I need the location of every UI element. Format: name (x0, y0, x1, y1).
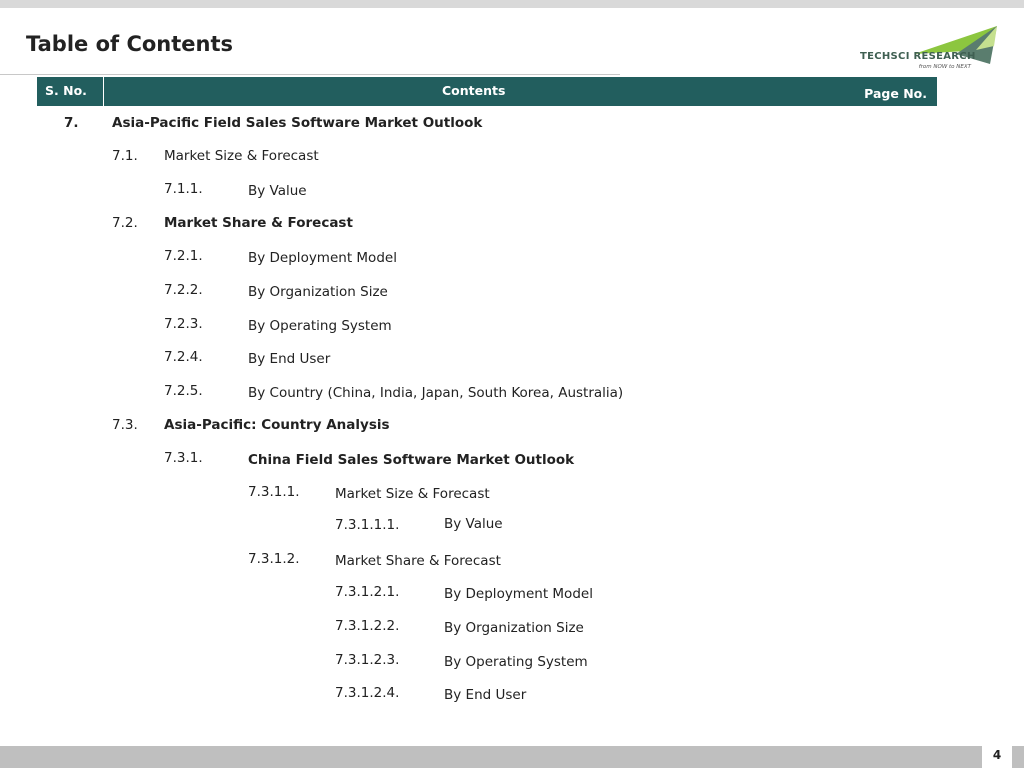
toc-entry-number: 7.2.4. (164, 349, 203, 365)
top-bar (0, 0, 1024, 8)
toc-entry-title: By End User (444, 687, 527, 703)
toc-entry-number: 7.3. (112, 417, 138, 433)
toc-entry-number: 7.3.1. (164, 450, 203, 466)
toc-entry-title: By Operating System (248, 318, 392, 334)
toc-entry-number: 7.3.1.1.1. (335, 517, 400, 533)
toc-entry-title: By Organization Size (444, 620, 584, 636)
title-divider (0, 74, 620, 75)
toc-header-row (37, 77, 937, 106)
bottom-side-strip (1016, 746, 1024, 768)
header-sno: S. No. (37, 77, 104, 106)
toc-entry-number: 7. (64, 115, 79, 131)
toc-entry-title: By Value (444, 516, 503, 532)
toc-entry-title: By Organization Size (248, 284, 388, 300)
toc-entry-title: Asia-Pacific: Country Analysis (164, 417, 390, 433)
logo-tagline: from NOW to NEXT (918, 64, 971, 70)
toc-entry-title: By Operating System (444, 654, 588, 670)
header-contents: Contents (442, 83, 506, 98)
toc-entry-title: Market Size & Forecast (335, 486, 490, 502)
toc-entry-number: 7.2.1. (164, 248, 203, 264)
toc-entry-title: China Field Sales Software Market Outlook (248, 452, 575, 468)
toc-entry-title: Market Size & Forecast (164, 148, 319, 164)
toc-entry-number: 7.3.1.2.3. (335, 652, 400, 668)
toc-entry-number: 7.3.1.2.2. (335, 618, 400, 634)
toc-entry-title: By Country (China, India, Japan, South Korea, Australia) (248, 385, 624, 401)
toc-entry-number: 7.2.2. (164, 282, 203, 298)
toc-entry-title: Market Share & Forecast (164, 215, 353, 231)
page-number: 4 (982, 742, 1012, 768)
header-page-no: Page No. (864, 86, 927, 101)
logo-brand-text: TECHSCI RESEARCH (860, 51, 976, 62)
toc-entry-number: 7.1. (112, 148, 138, 164)
toc-entry-title: By Value (248, 183, 307, 199)
techsci-logo (856, 24, 1001, 72)
toc-entry-title: Market Share & Forecast (335, 553, 501, 569)
toc-entry-title: Asia-Pacific Field Sales Software Market Outlook (112, 115, 483, 131)
toc-entry-number: 7.2.5. (164, 383, 203, 399)
toc-entry-number: 7.2.3. (164, 316, 203, 332)
toc-entry-number: 7.3.1.2.4. (335, 685, 400, 701)
bottom-bar (0, 746, 1024, 768)
toc-entry-title: By Deployment Model (444, 586, 593, 602)
toc-entry-number: 7.2. (112, 215, 138, 231)
toc-entry-number: 7.3.1.2.1. (335, 584, 400, 600)
toc-entry-title: By End User (248, 351, 331, 367)
toc-entry-title: By Deployment Model (248, 250, 397, 266)
toc-entry-number: 7.3.1.2. (248, 551, 300, 567)
toc-entry-number: 7.1.1. (164, 181, 203, 197)
page-title: Table of Contents (26, 32, 234, 56)
toc-entry-number: 7.3.1.1. (248, 484, 300, 500)
